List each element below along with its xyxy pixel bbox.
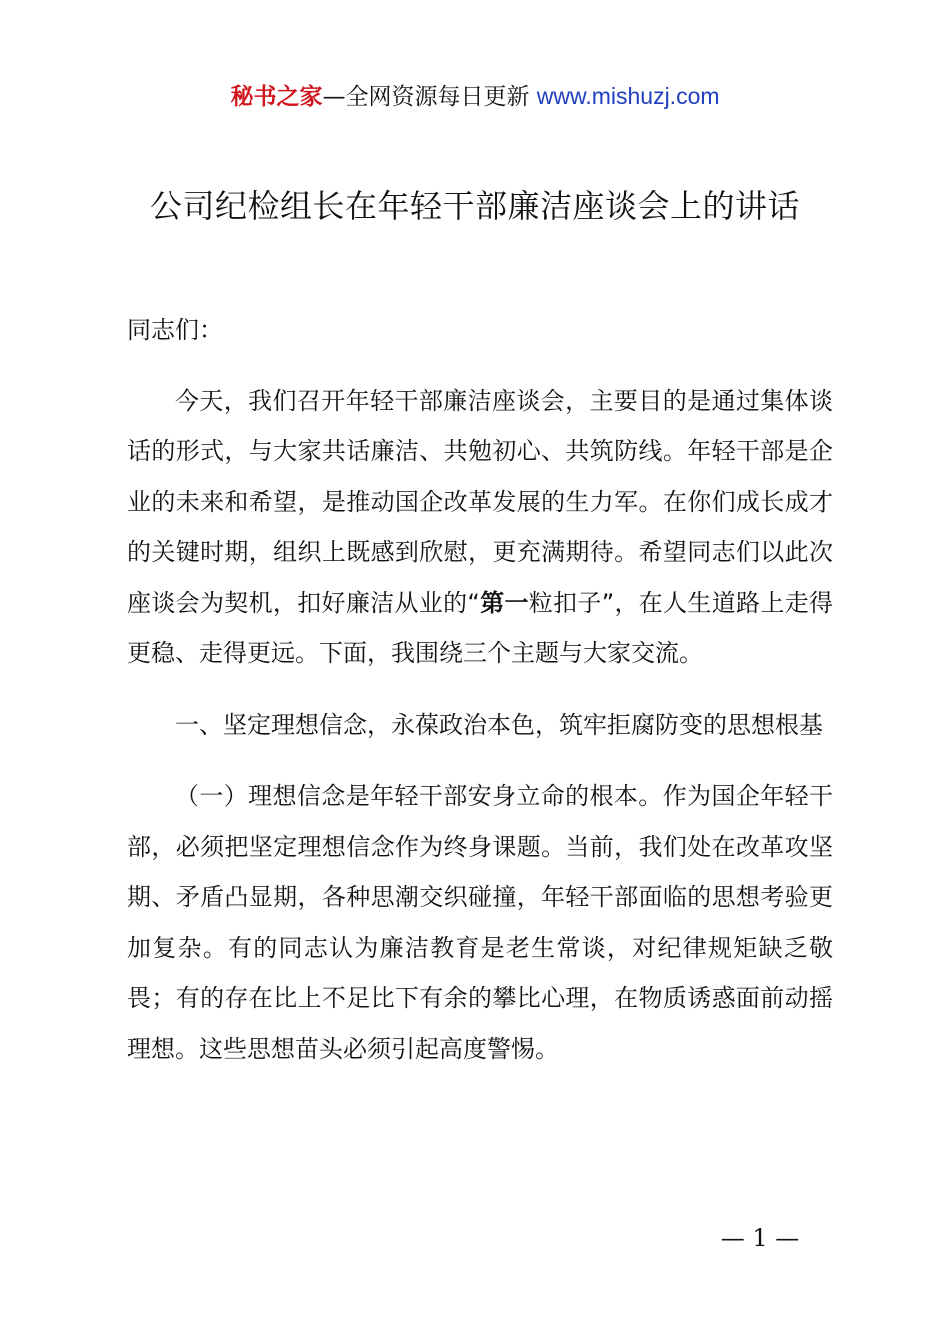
- intro-text-part2: 粒扣子”，在人生道路上走得更稳、走得更远。下面，我围绕三个主题与大家交流。: [127, 588, 834, 667]
- salutation: 同志们：: [127, 316, 223, 344]
- document-body: [127, 305, 833, 1074]
- site-header: [0, 80, 950, 113]
- document-title: 公司纪检组长在年轻干部廉洁座谈会上的讲话: [149, 187, 800, 225]
- brand-name: 秘书之家: [230, 84, 323, 110]
- subsection-paragraph-1: （一）理想信念是年轻干部安身立命的根本。作为国企年轻干部，必须把坚定理想信念作为终身课题。当前，我们处在改革攻坚期、矛盾凸显期，各种思潮交织碰撞，年轻干部面临的思想考验更加复杂。有的同志认为廉洁教育是老生常谈，对纪律规矩缺乏敬畏；有的存在比上不足比下有余的攀比心理，在物质诱惑面前动摇理想。这些思想苗头必须引起高度警惕。: [127, 782, 833, 1063]
- header-tagline: —全网资源每日更新: [322, 84, 537, 110]
- intro-text-part1: 今天，我们召开年轻干部廉洁座谈会，主要目的是通过集体谈话的形式，与大家共话廉洁、共勉初心、共筑防线。年轻干部是企业的未来和希望，是推动国企改革发展的生力军。在你们成长成才的关键时期，组织上既感到欣慰，更充满期待。希望同志们以此次座谈会为契机，扣好廉洁从业的“: [127, 386, 833, 617]
- site-url-link[interactable]: www.mishuzj.com: [536, 83, 720, 109]
- intro-bold-text: 第一: [479, 588, 529, 617]
- page-number: — 1 —: [720, 1224, 800, 1252]
- section-heading-1: 一、坚定理想信念，永葆政治本色，筑牢拒腐防变的思想根基: [175, 710, 823, 739]
- intro-paragraph: [127, 376, 833, 679]
